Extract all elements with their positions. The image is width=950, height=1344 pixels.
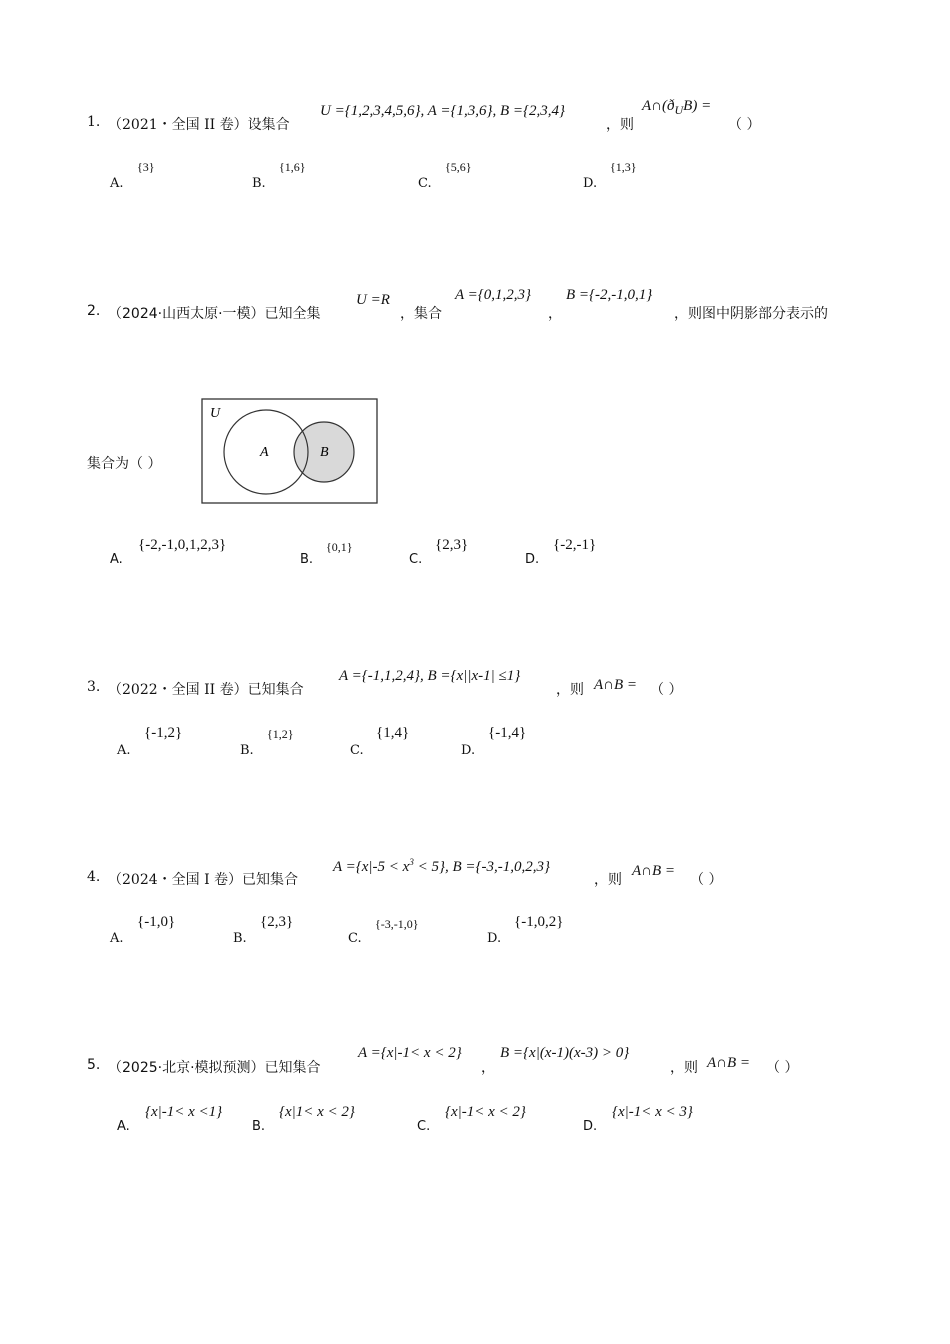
option-b-label[interactable]: B.: [300, 552, 314, 567]
option-c-value: {5,6}: [445, 160, 472, 174]
option-d-value: {-1,4}: [488, 725, 527, 741]
set-b-label: B: [320, 445, 329, 460]
set-b-definition: B ={-2,-1,0,1}: [566, 287, 653, 303]
question-number: 1.: [87, 114, 101, 130]
answer-blank: （ ）: [650, 682, 683, 698]
option-d-label[interactable]: D.: [583, 1119, 598, 1134]
question-number: 2.: [87, 303, 101, 319]
question-source: （2024・全国 I 卷）已知集合: [108, 872, 299, 888]
option-d-value: {-1,0,2}: [514, 914, 564, 930]
option-c-value: {x|-1< x < 2}: [445, 1104, 526, 1120]
option-c-value: {-3,-1,0}: [375, 917, 419, 931]
option-d-value: {1,3}: [610, 160, 637, 174]
option-d-label[interactable]: D.: [487, 931, 502, 946]
question-number: 4.: [87, 869, 101, 885]
option-c-value: {2,3}: [435, 537, 469, 553]
option-d-label[interactable]: D.: [461, 743, 476, 758]
option-a-label[interactable]: A.: [117, 743, 131, 758]
option-a-label[interactable]: A.: [110, 931, 124, 946]
option-c-label[interactable]: C.: [350, 743, 364, 758]
set-definition: U ={1,2,3,4,5,6}, A ={1,3,6}, B ={2,3,4}: [320, 103, 565, 119]
question-source: （2022・全国 II 卷）已知集合: [108, 682, 304, 698]
connector-text: ，集合: [400, 306, 442, 322]
option-c-value: {1,4}: [376, 725, 410, 741]
set-a-definition: A ={x|-1< x < 2}: [358, 1045, 462, 1061]
answer-blank: （ ）: [690, 872, 723, 888]
question-number: 5.: [87, 1057, 101, 1073]
question-source: （2025·北京·模拟预测）已知集合: [108, 1060, 321, 1076]
option-a-label[interactable]: A.: [110, 176, 124, 191]
option-b-value: {x|1< x < 2}: [279, 1104, 355, 1120]
question-tail-continued: 集合为（ ）: [87, 456, 162, 472]
option-a-value: {x|-1< x <1}: [145, 1104, 223, 1120]
option-c-label[interactable]: C.: [409, 552, 423, 567]
option-b-label[interactable]: B.: [233, 931, 247, 946]
universe-label: U: [210, 406, 221, 421]
connector-text: ，则: [670, 1060, 698, 1076]
option-b-value: {2,3}: [260, 914, 294, 930]
question-tail: ，则图中阴影部分表示的: [674, 306, 828, 322]
option-b-label[interactable]: B.: [240, 743, 254, 758]
target-expression: $A\cap(ð_UB)$ =: [642, 98, 712, 117]
question-source: （2024·山西太原·一模）已知全集: [108, 306, 321, 322]
option-c-label[interactable]: C.: [348, 931, 362, 946]
connector-text: ，则: [594, 872, 622, 888]
option-d-label[interactable]: D.: [525, 552, 540, 567]
option-d-label[interactable]: D.: [583, 176, 598, 191]
option-a-value: {-1,2}: [144, 725, 183, 741]
option-d-value: {-2,-1}: [553, 537, 597, 553]
question-source: （2021・全国 II 卷）设集合: [108, 117, 290, 133]
option-d-value: {x|-1< x < 3}: [612, 1104, 693, 1120]
option-b-label[interactable]: B.: [252, 1119, 266, 1134]
set-a-label: A: [260, 445, 269, 460]
option-c-label[interactable]: C.: [418, 176, 432, 191]
option-c-label[interactable]: C.: [417, 1119, 431, 1134]
target-expression: A∩B =: [632, 863, 676, 879]
option-b-value: {1,6}: [279, 160, 306, 174]
answer-blank: （ ）: [728, 117, 761, 133]
set-a-definition: A ={0,1,2,3}: [455, 287, 532, 303]
universe-definition: U =R: [356, 292, 390, 308]
option-b-value: {0,1}: [326, 540, 353, 554]
comma-text: ，: [481, 1060, 495, 1076]
target-expression: A∩B =: [707, 1055, 751, 1071]
set-definition: A ={-1,1,2,4}, B ={x||x-1| ≤1}: [339, 668, 521, 684]
option-a-value: {-1,0}: [137, 914, 176, 930]
target-expression: A∩B =: [594, 677, 638, 693]
option-a-label[interactable]: A.: [117, 1119, 130, 1134]
set-definition: $A =\{x|-5 < x^3 < 5\}$, B ={-3,-1,0,2,3}: [333, 857, 550, 875]
venn-diagram: [200, 397, 380, 505]
option-a-label[interactable]: A.: [110, 552, 123, 567]
connector-text: ，则: [556, 682, 584, 698]
option-b-label[interactable]: B.: [252, 176, 266, 191]
set-b-definition: B ={x|(x-1)(x-3) > 0}: [500, 1045, 630, 1061]
connector-text: ，则: [606, 117, 634, 133]
answer-blank: （ ）: [766, 1060, 799, 1076]
option-b-value: {1,2}: [267, 727, 294, 741]
comma-text: ，: [548, 306, 562, 322]
question-number: 3.: [87, 679, 101, 695]
option-a-value: {3}: [137, 160, 155, 174]
option-a-value: {-2,-1,0,1,2,3}: [138, 537, 227, 553]
